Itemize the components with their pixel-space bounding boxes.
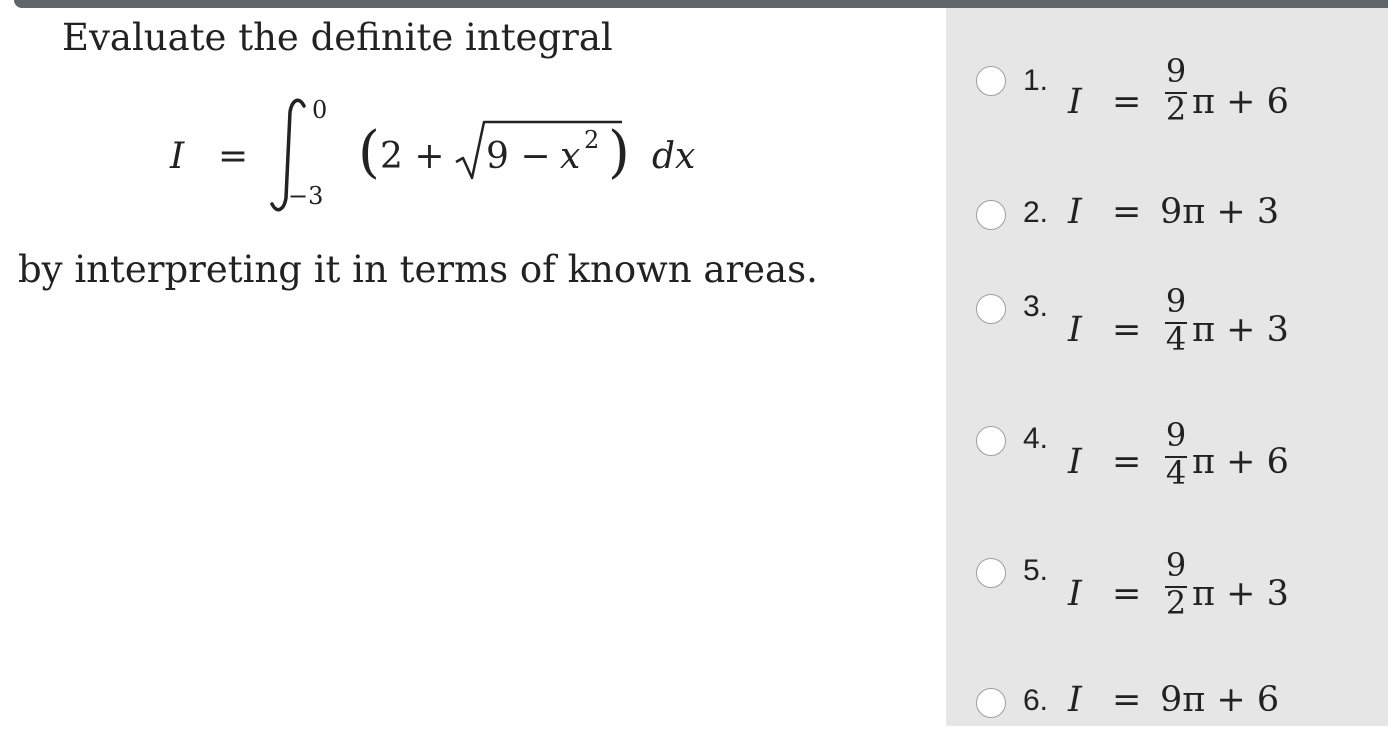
choice-lhs: I (1068, 310, 1082, 350)
question-footer: by interpreting it in terms of known areas. (18, 248, 818, 291)
differential: dx (652, 136, 696, 177)
top-bar (14, 0, 1388, 8)
choice-lhs: I (1068, 192, 1082, 232)
question-panel (0, 8, 946, 738)
choice-equals: = (1112, 574, 1142, 614)
choice-number: 3. (1023, 290, 1049, 323)
choice-equals: = (1112, 680, 1142, 720)
fraction-numerator: 9 (1165, 416, 1187, 454)
answer-choices (946, 8, 1388, 726)
integral-lhs: I (170, 136, 185, 177)
radio-button[interactable] (976, 426, 1006, 456)
radio-button[interactable] (976, 66, 1006, 96)
choice-lhs: I (1068, 442, 1082, 482)
choice-number: 4. (1023, 422, 1049, 455)
choice-number: 6. (1023, 684, 1049, 717)
integral-equals: = (218, 136, 249, 177)
radicand-variable: x (560, 136, 581, 177)
choice-equals: = (1112, 82, 1142, 122)
choice-number: 2. (1023, 196, 1049, 229)
radio-button[interactable] (976, 200, 1006, 230)
radio-button[interactable] (976, 688, 1006, 718)
choice-4[interactable] (946, 418, 1388, 528)
integrand-constant: 2 + (380, 136, 445, 177)
choice-5[interactable] (946, 548, 1388, 658)
fraction-denominator: 4 (1165, 320, 1187, 358)
choice-number: 1. (1023, 64, 1049, 97)
radio-button[interactable] (976, 558, 1006, 588)
choice-lhs: I (1068, 574, 1082, 614)
integral-equation (160, 90, 720, 220)
fraction-denominator: 2 (1165, 90, 1187, 128)
choice-lhs: I (1068, 680, 1082, 720)
choice-rest: π + 6 (1192, 82, 1289, 122)
question-title: Evaluate the definite integral (62, 16, 613, 59)
choice-6[interactable] (946, 682, 1388, 726)
choice-number: 5. (1023, 554, 1049, 587)
choice-rest: π + 3 (1192, 310, 1289, 350)
fraction-numerator: 9 (1165, 546, 1187, 584)
integrand-close-paren: ) (608, 120, 630, 185)
choice-equals: = (1112, 310, 1142, 350)
radio-button[interactable] (976, 294, 1006, 324)
fraction-numerator: 9 (1165, 282, 1187, 320)
fraction-numerator: 9 (1165, 52, 1187, 90)
fraction-denominator: 2 (1165, 584, 1187, 622)
choice-equals: = (1112, 192, 1142, 232)
integrand-open-paren: ( (358, 120, 380, 185)
integral-upper-limit: 0 (312, 96, 328, 124)
choice-lhs: I (1068, 82, 1082, 122)
choice-rest: 9π + 3 (1160, 192, 1280, 232)
choice-rest: 9π + 6 (1160, 680, 1280, 720)
fraction-denominator: 4 (1165, 454, 1187, 492)
choice-rest: π + 3 (1192, 574, 1289, 614)
choice-1[interactable] (946, 54, 1388, 164)
integral-lower-limit: −3 (288, 182, 324, 210)
choice-3[interactable] (946, 284, 1388, 394)
choice-rest: π + 6 (1192, 442, 1289, 482)
radicand-constant: 9 − (486, 136, 551, 177)
choice-equals: = (1112, 442, 1142, 482)
radicand-exponent: 2 (584, 126, 600, 154)
